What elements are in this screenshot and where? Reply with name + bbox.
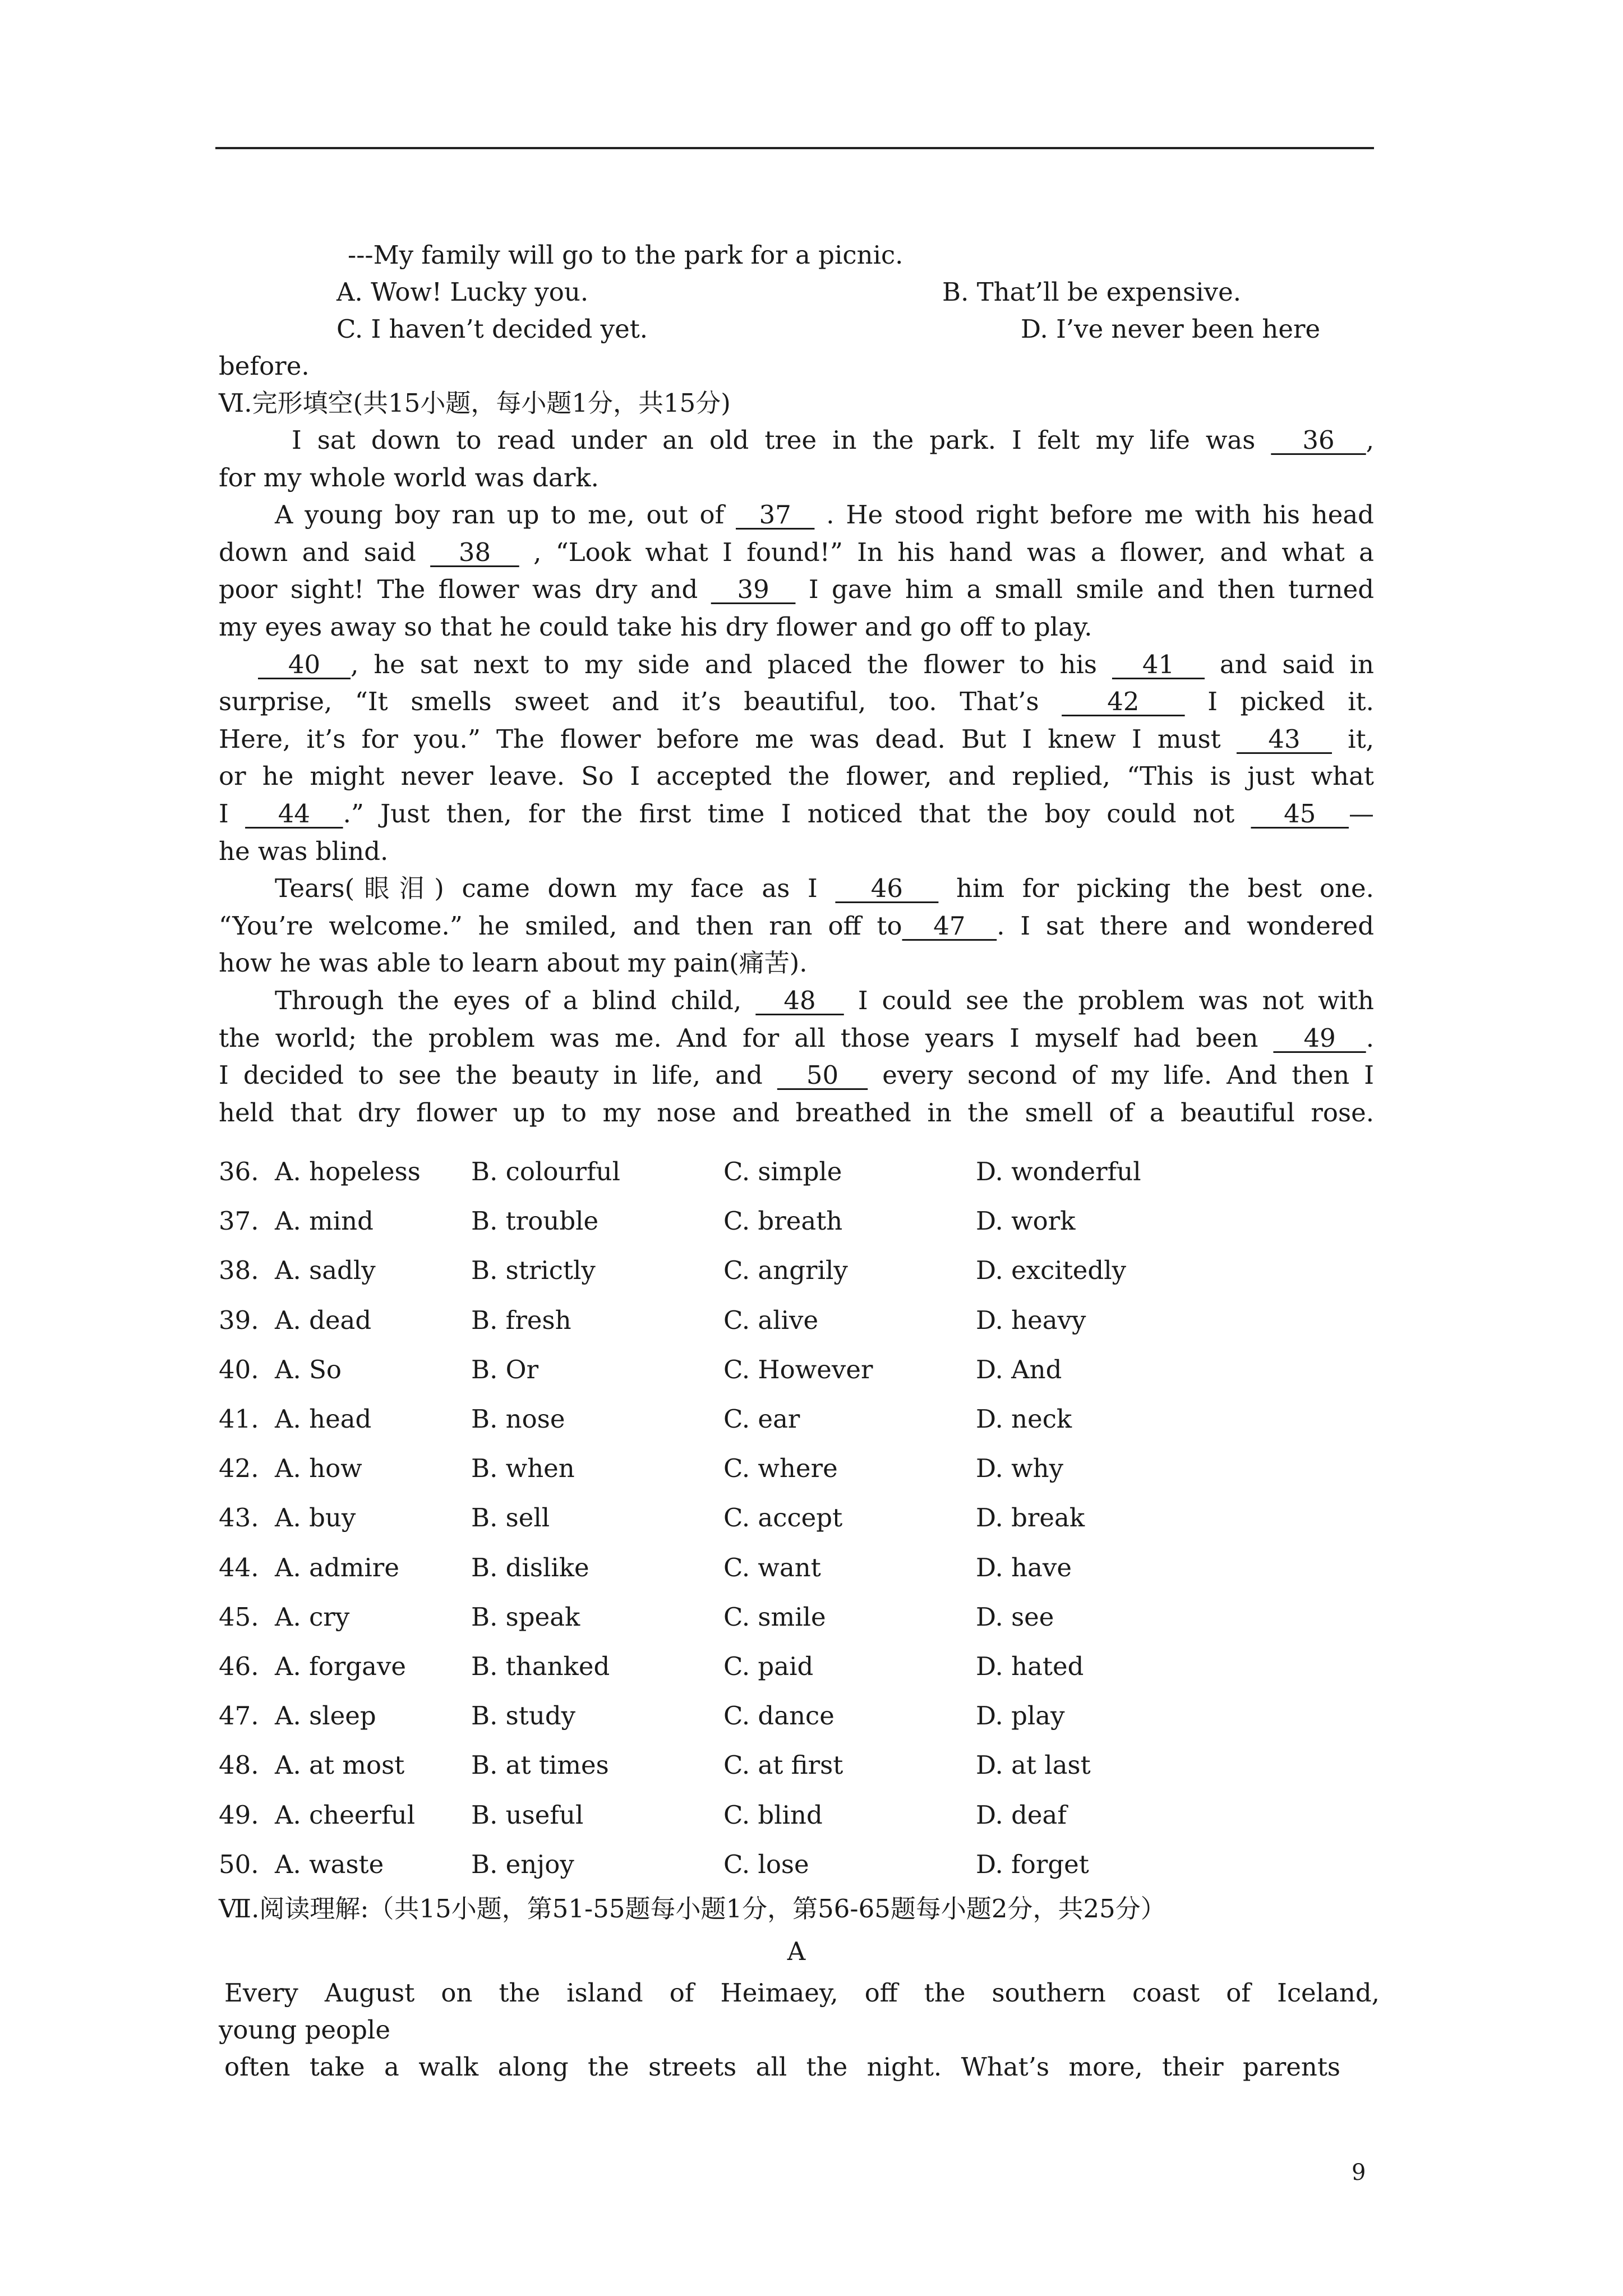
reading-line: young people [219, 2015, 390, 2045]
choice-d: D. work [976, 1206, 1076, 1236]
choice-b: B. enjoy [471, 1849, 574, 1879]
choice-b: B. study [471, 1701, 576, 1731]
question-number: 37. [219, 1206, 259, 1236]
passage-text: down and said [219, 537, 431, 567]
passage-text: poor sight! The flower was dry and [219, 574, 711, 605]
passage-line [219, 535, 1374, 570]
choice-a: A. dead [275, 1305, 372, 1335]
passage-text: he was blind. [219, 836, 389, 866]
choice-b: B. Or [471, 1354, 539, 1384]
choice-c: C. blind [723, 1800, 823, 1830]
question-number: 45. [219, 1602, 259, 1632]
passage-line [275, 871, 1374, 906]
question-number: 47. [219, 1701, 259, 1731]
choice-d: D. And [976, 1354, 1062, 1384]
question-number: 50. [219, 1849, 259, 1879]
choice-c: C. dance [723, 1701, 834, 1731]
passage-text: I could see the problem was not with [843, 986, 1374, 1015]
question-number: 49. [219, 1800, 259, 1830]
passage-text: I gave him a small smile and then turned [795, 574, 1375, 605]
dialogue-reply: ---My family will go to the park for a picnic. [348, 240, 903, 270]
choice-d: D. heavy [976, 1305, 1086, 1335]
passage-line [219, 1096, 1374, 1130]
question-row [219, 1501, 1374, 1535]
passage-line [219, 1021, 1374, 1056]
question-row [219, 1204, 1374, 1239]
passage-text: I [219, 799, 246, 829]
choice-a: A. mind [275, 1206, 374, 1236]
question-row [219, 1352, 1374, 1387]
question-row [219, 1253, 1374, 1288]
option-c: C. I haven’t decided yet. [336, 314, 648, 344]
question-number: 46. [219, 1651, 259, 1681]
choice-a: A. buy [275, 1503, 356, 1533]
choice-c: C. want [723, 1552, 821, 1582]
passage-text: “You’re welcome.” he smiled, and then ran off to [219, 910, 902, 941]
passage-text: him for picking the best one. [938, 873, 1374, 904]
choice-a: A. waste [275, 1849, 384, 1879]
choice-b: B. fresh [471, 1305, 571, 1335]
blank-number: 38 [430, 537, 519, 567]
choice-c: C. lose [723, 1849, 809, 1879]
choice-c: C. smile [723, 1602, 826, 1632]
choice-a: A. how [275, 1453, 362, 1484]
choice-d: D. forget [976, 1849, 1089, 1879]
choice-a: A. hopeless [275, 1157, 421, 1186]
passage-text: , “Look what I found!” In his hand was a flower, and what a [519, 537, 1374, 567]
passage-text: I decided to see the beauty in life, and [219, 1060, 777, 1091]
choice-b: B. thanked [471, 1651, 610, 1681]
option-d-wrap: before. [219, 351, 310, 381]
choice-b: B. speak [471, 1602, 580, 1632]
passage-text: every second of my life. And then I [868, 1060, 1375, 1091]
passage-line [219, 722, 1374, 757]
question-number: 39. [219, 1305, 259, 1335]
choice-a: A. admire [275, 1552, 399, 1582]
choice-a: A. So [275, 1354, 342, 1384]
passage-line [219, 461, 1374, 495]
blank-number: 47 [902, 910, 997, 941]
question-row [219, 1649, 1374, 1684]
passage-line [219, 572, 1374, 607]
choice-a: A. at most [275, 1750, 405, 1780]
passage-line [219, 1058, 1374, 1093]
question-number: 40. [219, 1354, 259, 1384]
option-d: D. I’ve never been here [1021, 314, 1321, 344]
choice-d: D. see [976, 1602, 1054, 1632]
passage-text: . I sat there and wondered [997, 910, 1374, 941]
choice-a: A. head [275, 1404, 372, 1434]
header-rule [215, 147, 1374, 149]
passage-line [275, 498, 1374, 532]
passage-text: held that dry flower up to my nose and breathed in the smell of a beautiful rose. [219, 1097, 1374, 1128]
question-row [219, 1600, 1374, 1635]
choice-a: A. cry [275, 1602, 350, 1632]
blank-number: 44 [245, 799, 343, 829]
passage-line [219, 684, 1374, 719]
blank-number: 49 [1273, 1023, 1366, 1053]
passage-text: it, [1332, 724, 1374, 754]
choice-d: D. wonderful [976, 1157, 1141, 1186]
passage-text: — [1349, 799, 1374, 829]
passage-text: . [1366, 1023, 1374, 1053]
choice-c: C. paid [723, 1651, 814, 1681]
option-b: B. That’ll be expensive. [942, 277, 1242, 307]
passage-line [219, 909, 1374, 944]
question-row [219, 1798, 1374, 1833]
passage-text: Tears(眼泪) came down my face as I [275, 873, 836, 904]
blank-number: 42 [1062, 687, 1185, 717]
passage-text: I sat down to read under an old tree in the park. I felt my life was [292, 425, 1271, 455]
passage-line [292, 423, 1374, 458]
choice-d: D. neck [976, 1404, 1072, 1434]
passage-line [219, 610, 1374, 645]
choice-c: C. ear [723, 1404, 800, 1434]
section-7-heading: Ⅶ.阅读理解:（共15小题，第51-55题每小题1分，第56-65题每小题2分，共25分） [219, 1894, 1166, 1924]
passage-text: how he was able to learn about my pain(痛苦). [219, 948, 808, 978]
question-number: 41. [219, 1404, 259, 1434]
passage-text: Here, it’s for you.” The flower before me was dead. But I knew I must [219, 724, 1237, 754]
blank-number: 43 [1236, 724, 1332, 754]
blank-number: 45 [1251, 799, 1349, 829]
choice-c: C. accept [723, 1503, 843, 1533]
passage-line [258, 647, 1374, 682]
blank-number: 46 [835, 873, 939, 904]
passage-text: .” Just then, for the first time I noticed that the boy could not [343, 799, 1251, 829]
choice-d: D. break [976, 1503, 1085, 1533]
reading-line: Every August on the island of Heimaey, off the southern coast of Iceland, [224, 1978, 1380, 2008]
passage-line [219, 946, 1374, 981]
passage-text: or he might never leave. So I accepted the flower, and replied, “This is just what [219, 761, 1374, 792]
question-number: 43. [219, 1503, 259, 1533]
passage-line [219, 834, 1374, 869]
question-row [219, 1748, 1374, 1783]
choice-b: B. sell [471, 1503, 550, 1533]
blank-number: 36 [1271, 425, 1366, 455]
choice-a: A. forgave [275, 1651, 407, 1681]
blank-number: 37 [736, 500, 815, 530]
question-row [219, 1550, 1374, 1585]
choice-c: C. breath [723, 1206, 843, 1236]
choice-d: D. excitedly [976, 1255, 1127, 1286]
question-row [219, 1699, 1374, 1733]
question-number: 38. [219, 1255, 259, 1286]
passage-line [219, 797, 1374, 831]
passage-text: A young boy ran up to me, out of [275, 500, 736, 530]
passage-text: , [1366, 425, 1374, 455]
choice-d: D. why [976, 1453, 1064, 1484]
blank-number: 40 [258, 649, 351, 679]
question-row [219, 1451, 1374, 1486]
choice-a: A. sadly [275, 1255, 376, 1286]
choice-d: D. at last [976, 1750, 1091, 1780]
passage-text: I picked it. [1184, 687, 1374, 717]
blank-number: 50 [777, 1060, 868, 1091]
choice-d: D. hated [976, 1651, 1084, 1681]
choice-d: D. play [976, 1701, 1065, 1731]
blank-number: 39 [711, 574, 796, 605]
passage-line [219, 759, 1374, 794]
question-number: 48. [219, 1750, 259, 1780]
choice-c: C. However [723, 1354, 873, 1384]
question-row [219, 1847, 1374, 1882]
choice-c: C. where [723, 1453, 838, 1484]
choice-c: C. angrily [723, 1255, 848, 1286]
question-row [219, 1154, 1374, 1189]
passage-text: surprise, “It smells sweet and it’s beautiful, too. That’s [219, 687, 1062, 717]
choice-b: B. at times [471, 1750, 609, 1780]
passage-text: and said in [1205, 649, 1374, 679]
passage-text: for my whole world was dark. [219, 462, 599, 493]
question-number: 36. [219, 1157, 259, 1186]
passage-text: , he sat next to my side and placed the flower to his [351, 649, 1112, 679]
choice-b: B. when [471, 1453, 575, 1484]
choice-b: B. colourful [471, 1157, 620, 1186]
question-number: 44. [219, 1552, 259, 1582]
choice-d: D. have [976, 1552, 1072, 1582]
blank-number: 41 [1112, 649, 1205, 679]
choice-b: B. useful [471, 1800, 584, 1830]
choice-c: C. at first [723, 1750, 843, 1780]
choice-b: B. dislike [471, 1552, 589, 1582]
section-6-heading: Ⅵ.完形填空(共15小题，每小题1分，共15分) [219, 388, 731, 418]
passage-text: . He stood right before me with his head [814, 500, 1374, 530]
passage-text: Through the eyes of a blind child, [275, 986, 756, 1015]
passage-line [275, 983, 1374, 1018]
choice-c: C. simple [723, 1157, 842, 1186]
option-a: A. Wow! Lucky you. [336, 277, 589, 307]
question-number: 42. [219, 1453, 259, 1484]
blank-number: 48 [755, 986, 844, 1015]
choice-d: D. deaf [976, 1800, 1067, 1830]
choice-b: B. nose [471, 1404, 565, 1434]
choice-c: C. alive [723, 1305, 819, 1335]
reading-part-label: A [787, 1936, 806, 1966]
choice-b: B. strictly [471, 1255, 596, 1286]
choice-a: A. sleep [275, 1701, 376, 1731]
page-number: 9 [1352, 2160, 1366, 2185]
passage-text: the world; the problem was me. And for all those years I myself had been [219, 1023, 1274, 1053]
choice-a: A. cheerful [275, 1800, 416, 1830]
choice-b: B. trouble [471, 1206, 599, 1236]
question-row [219, 1402, 1374, 1437]
question-row [219, 1303, 1374, 1338]
passage-text: my eyes away so that he could take his dry flower and go off to play. [219, 612, 1092, 642]
reading-line: often take a walk along the streets all the night. What’s more, their parents [224, 2052, 1340, 2082]
